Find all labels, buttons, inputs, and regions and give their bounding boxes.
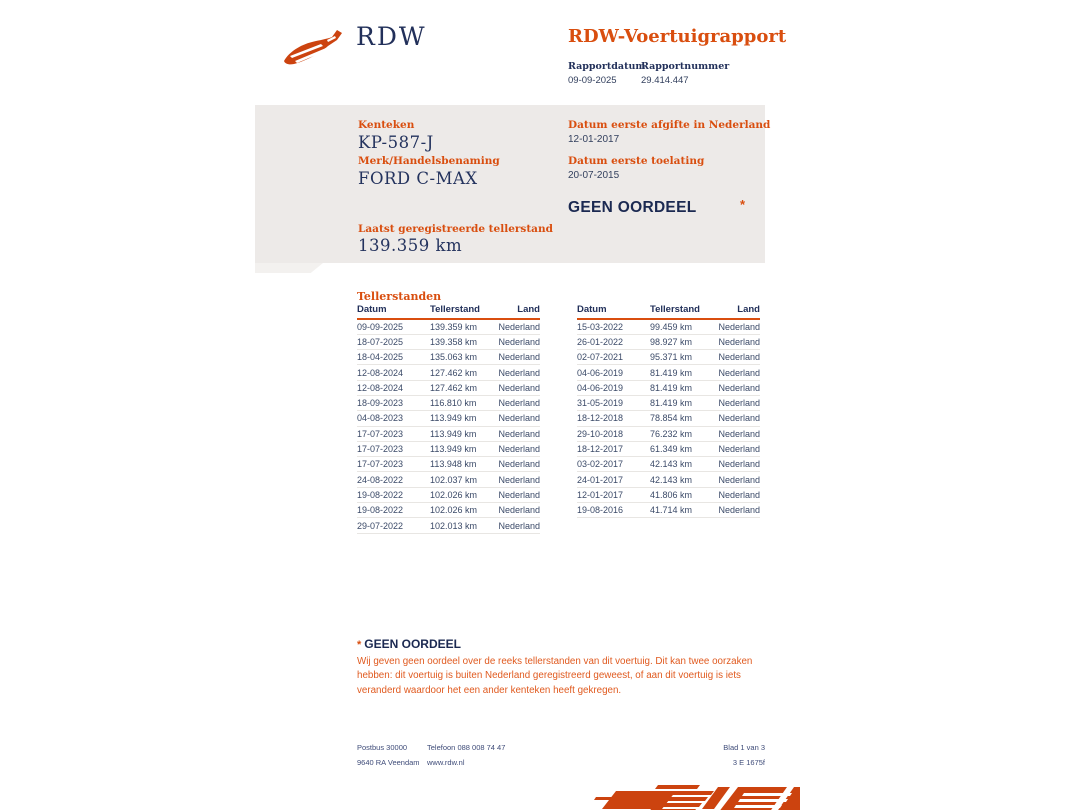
footer-page-info xyxy=(645,740,765,770)
cell-land: Nederland xyxy=(492,350,540,365)
cell-tellerstand: 61.349 km xyxy=(650,441,712,456)
table-row xyxy=(577,350,760,365)
cell-land: Nederland xyxy=(492,472,540,487)
note-body: Wij geven geen oordeel over de reeks tellerstanden van dit voertuig. Dit kan twee oorzaken hebben: dit voertuig is buiten Nederland geregistreerd geweest, of aan dit voertuig is iets veranderd waardoor het een ander kenteken heeft gekregen. xyxy=(357,656,753,696)
table-row xyxy=(357,457,540,472)
cell-tellerstand: 113.949 km xyxy=(430,411,492,426)
cell-datum: 12-08-2024 xyxy=(357,365,430,380)
table-row xyxy=(357,503,540,518)
cell-tellerstand: 42.143 km xyxy=(650,457,712,472)
table-row xyxy=(357,350,540,365)
column-header-tellerstand: Tellerstand xyxy=(650,304,712,319)
cell-datum: 17-07-2023 xyxy=(357,441,430,456)
tellerstanden-title: Tellerstanden xyxy=(357,290,442,303)
cell-datum: 24-08-2022 xyxy=(357,472,430,487)
kenteken-value: KP-587-J xyxy=(358,133,434,152)
rdw-logo-wing-icon xyxy=(283,26,347,73)
cell-datum: 29-07-2022 xyxy=(357,518,430,533)
cell-tellerstand: 42.143 km xyxy=(650,472,712,487)
cell-datum: 24-01-2017 xyxy=(577,472,650,487)
cell-datum: 18-07-2025 xyxy=(357,334,430,349)
afgifte-label: Datum eerste afgifte in Nederland xyxy=(568,119,771,131)
footer-website: www.rdw.nl xyxy=(427,758,465,767)
cell-tellerstand: 102.026 km xyxy=(430,503,492,518)
cell-datum: 29-10-2018 xyxy=(577,426,650,441)
footer-address-line1: Postbus 30000 xyxy=(357,743,408,752)
cell-tellerstand: 102.026 km xyxy=(430,487,492,502)
cell-datum: 15-03-2022 xyxy=(577,319,650,334)
table-row xyxy=(577,487,760,502)
cell-tellerstand: 113.948 km xyxy=(430,457,492,472)
report-number-block xyxy=(641,61,729,86)
cell-tellerstand: 81.419 km xyxy=(650,380,712,395)
cell-land: Nederland xyxy=(712,411,760,426)
footer-contact xyxy=(427,740,505,770)
laatste-tellerstand-value: 139.359 km xyxy=(358,236,463,255)
cell-land: Nederland xyxy=(492,411,540,426)
cell-tellerstand: 99.459 km xyxy=(650,319,712,334)
table-header-row xyxy=(357,304,540,319)
cell-tellerstand: 127.462 km xyxy=(430,365,492,380)
wing-stripes-graphic-icon xyxy=(584,783,800,810)
cell-datum: 19-08-2022 xyxy=(357,487,430,502)
cell-tellerstand: 102.037 km xyxy=(430,472,492,487)
table-row xyxy=(357,441,540,456)
cell-tellerstand: 113.949 km xyxy=(430,441,492,456)
cell-land: Nederland xyxy=(712,380,760,395)
footer-address-line2: 9640 RA Veendam xyxy=(357,758,420,767)
cell-tellerstand: 78.854 km xyxy=(650,411,712,426)
cell-datum: 31-05-2019 xyxy=(577,395,650,410)
cell-land: Nederland xyxy=(492,319,540,334)
cell-land: Nederland xyxy=(712,441,760,456)
cell-tellerstand: 81.419 km xyxy=(650,395,712,410)
cell-datum: 18-12-2018 xyxy=(577,411,650,426)
table-row xyxy=(577,395,760,410)
cell-land: Nederland xyxy=(712,395,760,410)
report-number-value: 29.414.447 xyxy=(641,75,689,86)
table-row xyxy=(577,334,760,349)
footer-phone: Telefoon 088 008 74 47 xyxy=(427,743,506,752)
cell-tellerstand: 102.013 km xyxy=(430,518,492,533)
oordeel-status: GEEN OORDEEL xyxy=(568,199,697,216)
column-header-datum: Datum xyxy=(357,304,430,319)
cell-land: Nederland xyxy=(492,426,540,441)
cell-land: Nederland xyxy=(712,503,760,518)
table-row xyxy=(577,503,760,518)
rdw-logo-text: RDW xyxy=(356,22,427,51)
column-header-land: Land xyxy=(492,304,540,319)
report-date-block xyxy=(568,61,645,86)
cell-datum: 17-07-2023 xyxy=(357,457,430,472)
table-row xyxy=(577,365,760,380)
footer-form-code: 3 E 1675f xyxy=(732,758,765,767)
column-header-tellerstand: Tellerstand xyxy=(430,304,492,319)
cell-land: Nederland xyxy=(492,365,540,380)
cell-land: Nederland xyxy=(492,518,540,533)
cell-tellerstand: 135.063 km xyxy=(430,350,492,365)
cell-datum: 12-01-2017 xyxy=(577,487,650,502)
table-row xyxy=(357,518,540,533)
table-row xyxy=(577,319,760,334)
kenteken-label: Kenteken xyxy=(358,119,415,131)
table-row xyxy=(577,457,760,472)
cell-land: Nederland xyxy=(492,503,540,518)
column-header-datum: Datum xyxy=(577,304,650,319)
report-date-label: Rapportdatum xyxy=(568,61,646,72)
tellerstanden-table-right xyxy=(577,304,760,518)
cell-land: Nederland xyxy=(492,457,540,472)
table-row xyxy=(357,472,540,487)
table-row xyxy=(357,411,540,426)
cell-land: Nederland xyxy=(712,350,760,365)
report-date-value: 09-09-2025 xyxy=(568,75,617,86)
cell-tellerstand: 113.949 km xyxy=(430,426,492,441)
cell-land: Nederland xyxy=(712,334,760,349)
report-number-label: Rapportnummer xyxy=(641,61,730,72)
laatste-tellerstand-label: Laatst geregistreerde tellerstand xyxy=(358,223,553,235)
column-header-land: Land xyxy=(712,304,760,319)
report-title: RDW-Voertuigrapport xyxy=(568,26,787,47)
cell-tellerstand: 116.810 km xyxy=(430,395,492,410)
note-asterisk: * xyxy=(357,639,362,651)
cell-land: Nederland xyxy=(712,457,760,472)
cell-land: Nederland xyxy=(712,487,760,502)
cell-tellerstand: 139.359 km xyxy=(430,319,492,334)
table-row xyxy=(577,426,760,441)
cell-land: Nederland xyxy=(712,426,760,441)
cell-land: Nederland xyxy=(492,441,540,456)
cell-land: Nederland xyxy=(492,487,540,502)
table-header-row xyxy=(577,304,760,319)
table-row xyxy=(577,411,760,426)
cell-datum: 04-06-2019 xyxy=(577,365,650,380)
cell-tellerstand: 76.232 km xyxy=(650,426,712,441)
cell-datum: 17-07-2023 xyxy=(357,426,430,441)
summary-box-notch xyxy=(255,263,323,273)
cell-land: Nederland xyxy=(492,380,540,395)
cell-datum: 18-09-2023 xyxy=(357,395,430,410)
table-row xyxy=(357,380,540,395)
afgifte-value: 12-01-2017 xyxy=(568,134,620,145)
cell-datum: 18-12-2017 xyxy=(577,441,650,456)
table-row xyxy=(357,334,540,349)
footer-address xyxy=(357,740,420,770)
cell-tellerstand: 81.419 km xyxy=(650,365,712,380)
note-heading-text: GEEN OORDEEL xyxy=(364,637,461,651)
cell-land: Nederland xyxy=(712,365,760,380)
cell-land: Nederland xyxy=(492,395,540,410)
cell-tellerstand: 41.806 km xyxy=(650,487,712,502)
cell-tellerstand: 95.371 km xyxy=(650,350,712,365)
table-row xyxy=(357,365,540,380)
cell-datum: 12-08-2024 xyxy=(357,380,430,395)
tellerstanden-table-left xyxy=(357,304,540,534)
table-row xyxy=(357,426,540,441)
cell-datum: 04-06-2019 xyxy=(577,380,650,395)
cell-datum: 09-09-2025 xyxy=(357,319,430,334)
cell-tellerstand: 139.358 km xyxy=(430,334,492,349)
toelating-label: Datum eerste toelating xyxy=(568,155,705,167)
note-heading xyxy=(357,637,461,651)
merk-value: FORD C-MAX xyxy=(358,169,478,188)
table-row xyxy=(357,319,540,334)
toelating-value: 20-07-2015 xyxy=(568,170,620,181)
merk-label: Merk/Handelsbenaming xyxy=(358,155,500,167)
cell-datum: 03-02-2017 xyxy=(577,457,650,472)
table-row xyxy=(577,472,760,487)
table-row xyxy=(577,380,760,395)
cell-land: Nederland xyxy=(492,334,540,349)
cell-tellerstand: 41.714 km xyxy=(650,503,712,518)
cell-datum: 19-08-2016 xyxy=(577,503,650,518)
cell-land: Nederland xyxy=(712,319,760,334)
cell-datum: 04-08-2023 xyxy=(357,411,430,426)
oordeel-asterisk: * xyxy=(740,197,746,212)
cell-tellerstand: 127.462 km xyxy=(430,380,492,395)
table-row xyxy=(357,487,540,502)
cell-datum: 18-04-2025 xyxy=(357,350,430,365)
cell-datum: 02-07-2021 xyxy=(577,350,650,365)
table-row xyxy=(577,441,760,456)
cell-datum: 19-08-2022 xyxy=(357,503,430,518)
table-row xyxy=(357,395,540,410)
footer-page-number: Blad 1 van 3 xyxy=(723,743,765,752)
cell-datum: 26-01-2022 xyxy=(577,334,650,349)
cell-tellerstand: 98.927 km xyxy=(650,334,712,349)
cell-land: Nederland xyxy=(712,472,760,487)
